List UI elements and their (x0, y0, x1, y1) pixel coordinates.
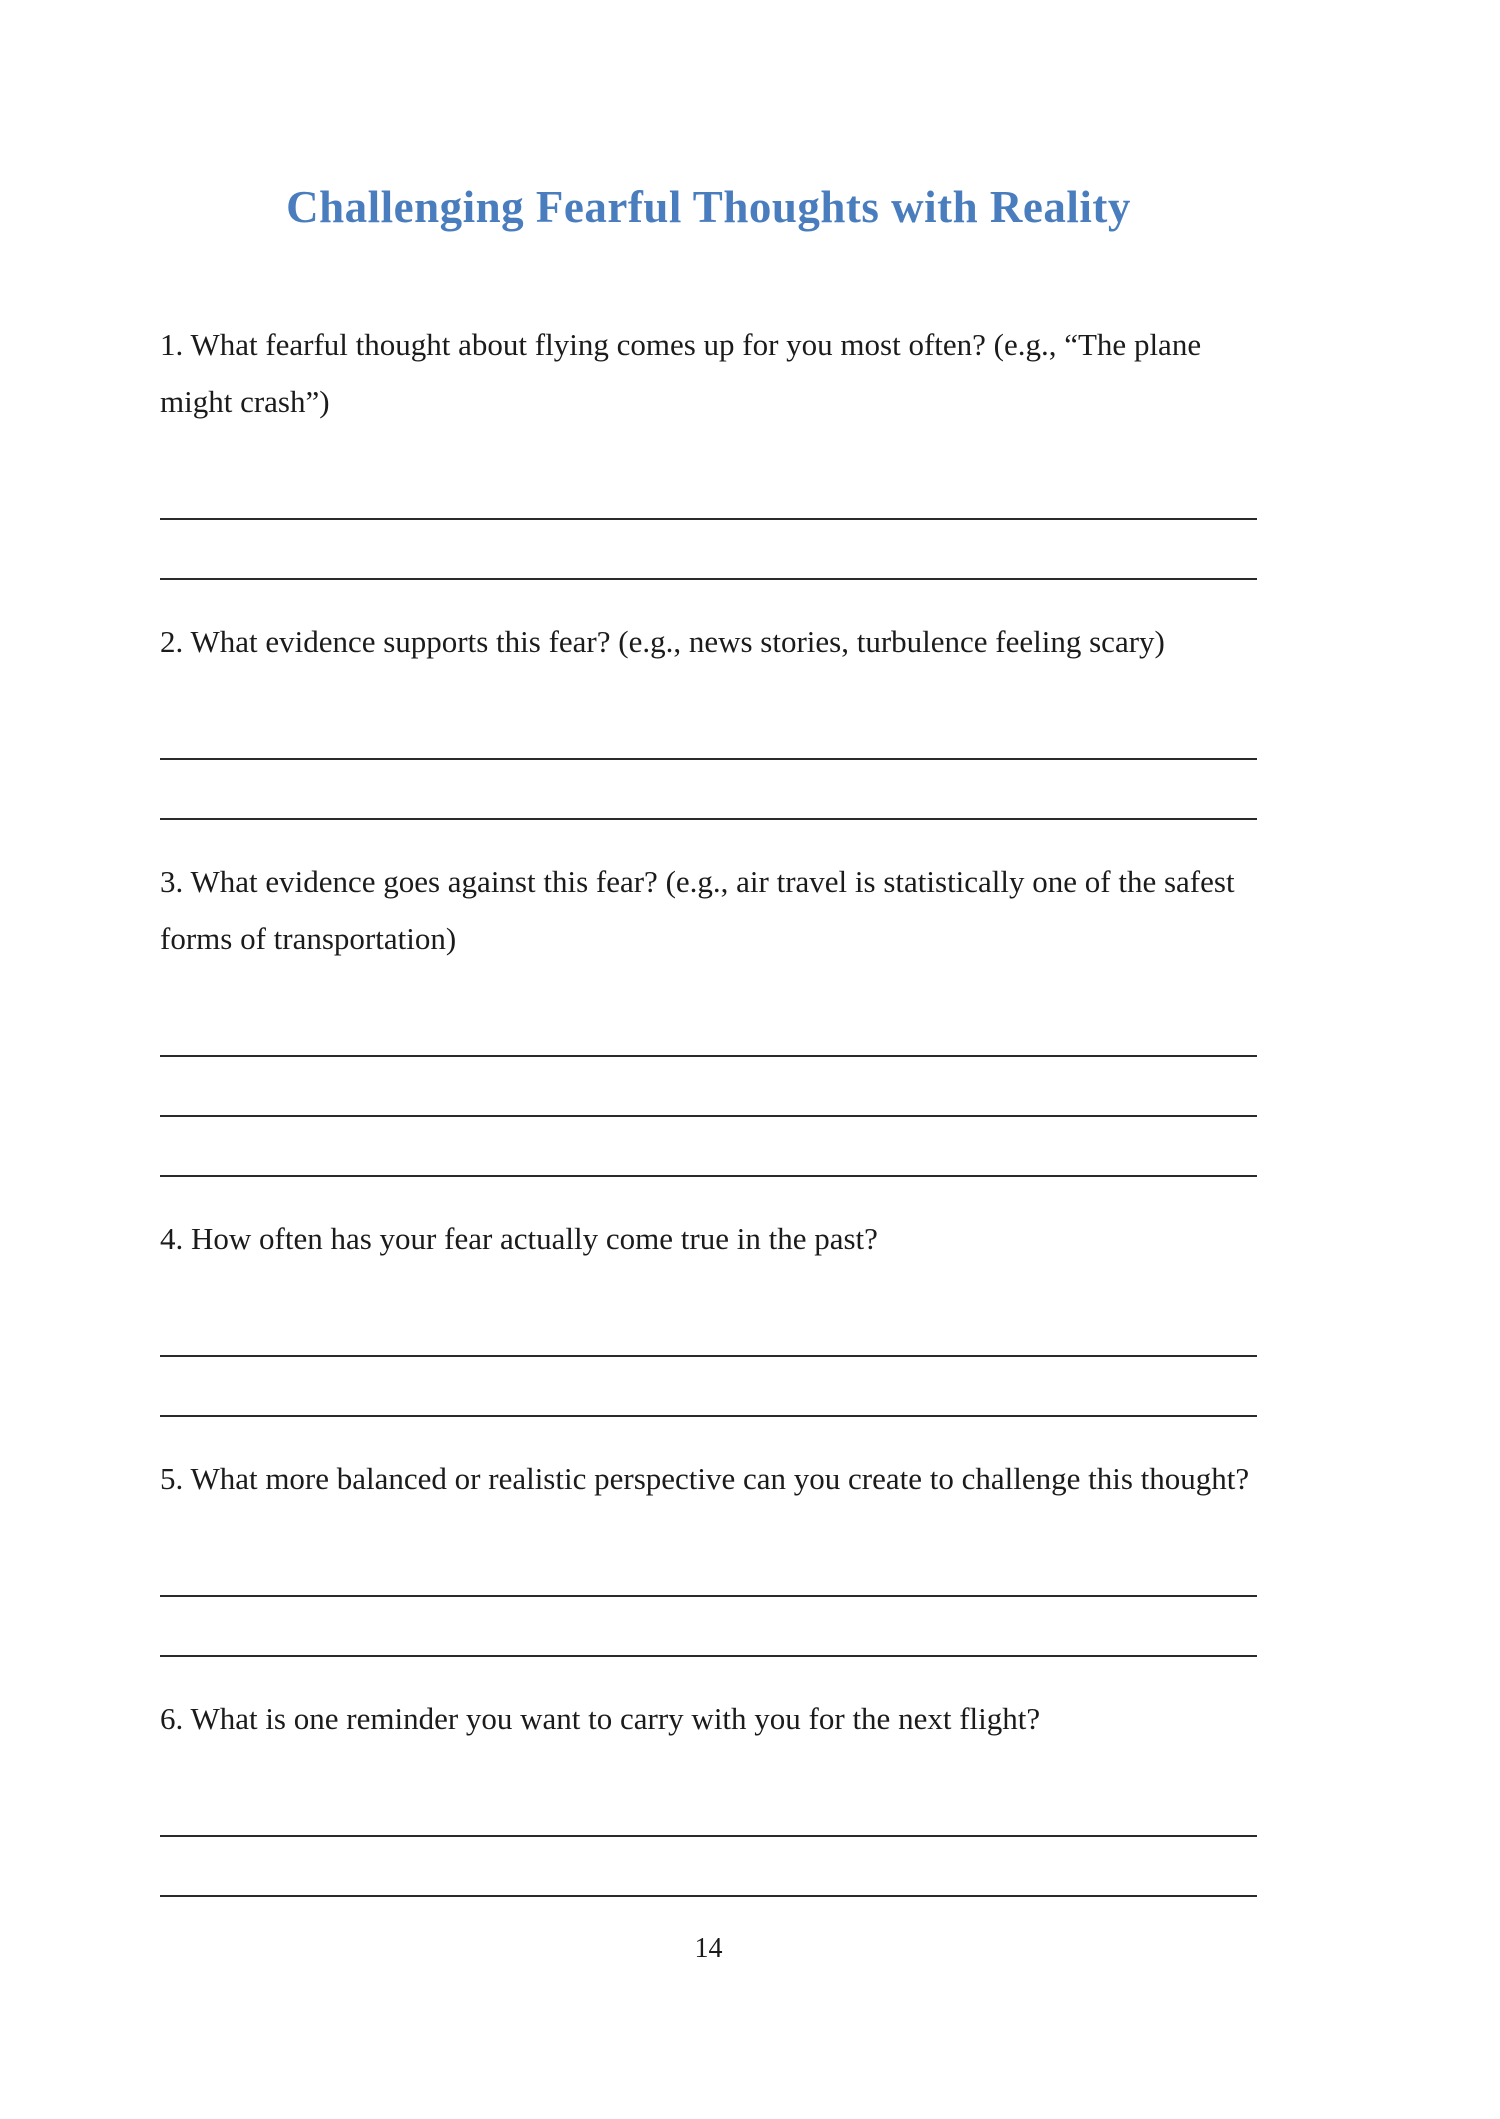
question-section (160, 1450, 1257, 1657)
question-section (160, 1690, 1257, 1897)
answer-line (160, 460, 1257, 520)
answer-line (160, 1357, 1257, 1417)
answer-lines (160, 997, 1257, 1177)
question-text: 4. How often has your fear actually come true in the past? (160, 1221, 878, 1256)
question-section (160, 613, 1257, 820)
page-title: Challenging Fearful Thoughts with Reality (286, 182, 1131, 232)
answer-line (160, 1297, 1257, 1357)
answer-lines (160, 1777, 1257, 1897)
answer-line (160, 1537, 1257, 1597)
answer-line (160, 700, 1257, 760)
question-text: 3. What evidence goes against this fear? (e.g., air travel is statistically one of the safest forms of transportation) (160, 864, 1235, 956)
answer-line (160, 1117, 1257, 1177)
question-text: 2. What evidence supports this fear? (e.g., news stories, turbulence feeling scary) (160, 624, 1165, 659)
answer-lines (160, 460, 1257, 580)
answer-line (160, 997, 1257, 1057)
question-text: 1. What fearful thought about flying comes up for you most often? (e.g., “The plane might crash”) (160, 327, 1202, 419)
answer-line (160, 1057, 1257, 1117)
answer-lines (160, 700, 1257, 820)
answer-lines (160, 1297, 1257, 1417)
answer-line (160, 1597, 1257, 1657)
page-number: 14 (694, 1933, 723, 1964)
answer-line (160, 1837, 1257, 1897)
answer-line (160, 520, 1257, 580)
answer-line (160, 760, 1257, 820)
question-text: 5. What more balanced or realistic perspective can you create to challenge this thought? (160, 1461, 1250, 1496)
question-section (160, 1210, 1257, 1417)
question-section (160, 316, 1257, 580)
question-section (160, 853, 1257, 1177)
answer-line (160, 1777, 1257, 1837)
questions (160, 316, 1257, 1897)
question-text: 6. What is one reminder you want to carry with you for the next flight? (160, 1701, 1041, 1736)
answer-lines (160, 1537, 1257, 1657)
